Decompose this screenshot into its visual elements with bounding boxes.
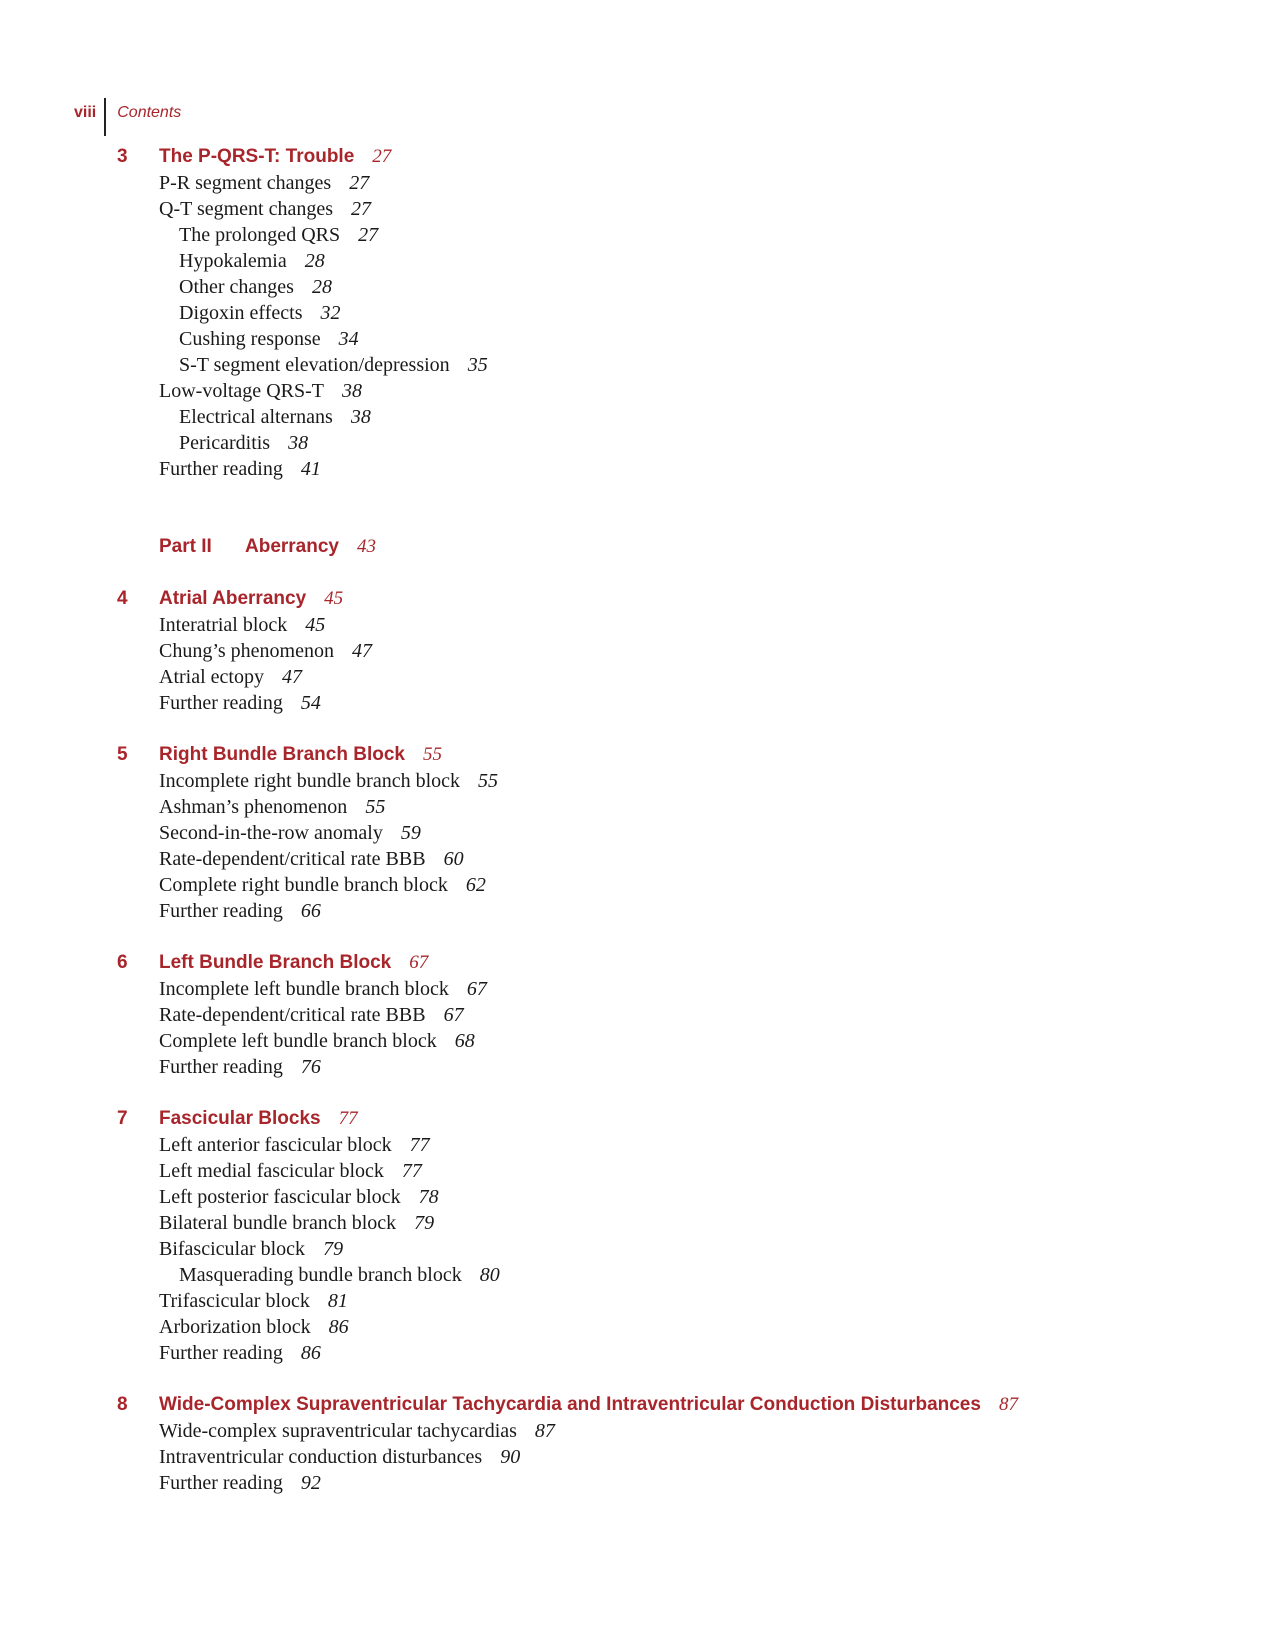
entry-page: 68 — [454, 1030, 475, 1052]
chapter-title: Right Bundle Branch Block 55 — [159, 744, 442, 765]
toc-entry[interactable]: P-R segment changes 27 — [159, 172, 370, 194]
chapter-number: 7 — [117, 1108, 128, 1129]
entry-page: 55 — [478, 770, 499, 792]
entry-page: 27 — [349, 172, 370, 194]
chapter-page: 87 — [998, 1394, 1018, 1415]
entry-page: 45 — [305, 614, 326, 636]
entry-page: 92 — [300, 1472, 321, 1494]
toc-entry[interactable]: Complete right bundle branch block 62 — [159, 874, 486, 896]
chapter-number: 4 — [117, 588, 128, 609]
part-page: 43 — [357, 536, 376, 557]
page-number: viii — [74, 98, 106, 136]
chapter-title: Fascicular Blocks 77 — [159, 1108, 358, 1129]
entry-page: 55 — [365, 796, 386, 818]
chapter-7 — [0, 1106, 1275, 1366]
toc-entry[interactable]: Wide-complex supraventricular tachycardias 87 — [159, 1420, 555, 1442]
entry-page: 76 — [300, 1056, 321, 1078]
entry-page: 90 — [500, 1446, 521, 1468]
entry-page: 77 — [401, 1160, 422, 1182]
entry-page: 67 — [466, 978, 487, 1000]
chapter-page: 27 — [372, 146, 392, 167]
entry-page: 86 — [300, 1342, 321, 1364]
toc-entry[interactable]: Bilateral bundle branch block 79 — [159, 1212, 435, 1234]
entry-page: 54 — [300, 692, 321, 714]
chapter-heading[interactable] — [0, 950, 1275, 976]
entry-page: 66 — [300, 900, 321, 922]
chapter-number: 6 — [117, 952, 128, 973]
chapter-number: 8 — [117, 1394, 128, 1415]
part-title: Aberrancy 43 — [245, 536, 376, 557]
toc-entry[interactable]: Complete left bundle branch block 68 — [159, 1030, 475, 1052]
entry-page: 60 — [443, 848, 464, 870]
entry-page: 67 — [443, 1004, 464, 1026]
entry-page: 79 — [323, 1238, 344, 1260]
toc-entry[interactable]: Interatrial block 45 — [159, 614, 326, 636]
toc-subentry[interactable]: The prolonged QRS 27 — [179, 224, 379, 246]
toc-entry[interactable]: Further reading 86 — [159, 1342, 321, 1364]
entry-page: 87 — [534, 1420, 555, 1442]
toc-entry[interactable]: Intraventricular conduction disturbances 90 — [159, 1446, 521, 1468]
chapter-heading[interactable] — [0, 1392, 1275, 1418]
chapter-heading[interactable] — [0, 742, 1275, 768]
chapter-heading[interactable] — [0, 1106, 1275, 1132]
toc-entry[interactable]: Left medial fascicular block 77 — [159, 1160, 422, 1182]
chapter-number: 5 — [117, 744, 128, 765]
entry-page: 59 — [400, 822, 421, 844]
chapter-3 — [0, 144, 1275, 482]
chapter-4 — [0, 586, 1275, 716]
toc-entry[interactable]: Further reading 54 — [159, 692, 321, 714]
toc-entry[interactable]: Rate-dependent/critical rate BBB 67 — [159, 1004, 464, 1026]
toc-entry[interactable]: Incomplete left bundle branch block 67 — [159, 978, 487, 1000]
toc-subentry[interactable]: Cushing response 34 — [179, 328, 359, 350]
table-of-contents — [0, 144, 1275, 1496]
chapter-page: 67 — [409, 952, 429, 973]
part-heading[interactable] — [0, 534, 1275, 560]
toc-entry[interactable]: Chung’s phenomenon 47 — [159, 640, 372, 662]
chapter-heading[interactable] — [0, 586, 1275, 612]
chapter-title: The P-QRS-T: Trouble 27 — [159, 146, 392, 167]
toc-subentry[interactable]: Other changes 28 — [179, 276, 332, 298]
chapter-title: Left Bundle Branch Block 67 — [159, 952, 429, 973]
entry-page: 86 — [328, 1316, 349, 1338]
entry-page: 77 — [409, 1134, 430, 1156]
chapter-heading[interactable] — [0, 144, 1275, 170]
entry-page: 78 — [418, 1186, 439, 1208]
chapter-page: 55 — [422, 744, 442, 765]
entry-page: 34 — [338, 328, 359, 350]
toc-subentry[interactable]: Pericarditis 38 — [179, 432, 309, 454]
toc-entry[interactable]: Further reading 66 — [159, 900, 321, 922]
part-label: Part II — [159, 536, 212, 557]
entry-page: 41 — [300, 458, 321, 480]
toc-subentry[interactable]: Masquerading bundle branch block 80 — [179, 1264, 500, 1286]
entry-page: 81 — [327, 1290, 348, 1312]
toc-entry[interactable]: Atrial ectopy 47 — [159, 666, 302, 688]
entry-page: 62 — [465, 874, 486, 896]
toc-entry[interactable]: Trifascicular block 81 — [159, 1290, 348, 1312]
running-head — [74, 98, 181, 136]
toc-entry[interactable]: Ashman’s phenomenon 55 — [159, 796, 386, 818]
toc-subentry[interactable]: Digoxin effects 32 — [179, 302, 341, 324]
entry-page: 27 — [351, 198, 372, 220]
entry-page: 80 — [479, 1264, 500, 1286]
toc-entry[interactable]: Low-voltage QRS-T 38 — [159, 380, 362, 402]
toc-subentry[interactable]: Electrical alternans 38 — [179, 406, 371, 428]
entry-page: 47 — [281, 666, 302, 688]
chapter-5 — [0, 742, 1275, 924]
chapter-title: Atrial Aberrancy 45 — [159, 588, 344, 609]
chapter-title: Wide-Complex Supraventricular Tachycardia and Intraventricular Conduction Disturbances 87 — [159, 1394, 1018, 1415]
toc-subentry[interactable]: Hypokalemia 28 — [179, 250, 325, 272]
toc-entry[interactable]: Further reading 41 — [159, 458, 321, 480]
chapter-number: 3 — [117, 146, 128, 167]
toc-entry[interactable]: Further reading 76 — [159, 1056, 321, 1078]
entry-page: 28 — [311, 276, 332, 298]
toc-entry[interactable]: Bifascicular block 79 — [159, 1238, 344, 1260]
entry-page: 35 — [467, 354, 488, 376]
entry-page: 38 — [288, 432, 309, 454]
entry-page: 38 — [350, 406, 371, 428]
entry-page: 32 — [320, 302, 341, 324]
toc-entry[interactable]: Left anterior fascicular block 77 — [159, 1134, 430, 1156]
entry-page: 47 — [352, 640, 372, 662]
toc-entry[interactable]: Rate-dependent/critical rate BBB 60 — [159, 848, 464, 870]
entry-page: 38 — [341, 380, 362, 402]
chapter-page: 45 — [324, 588, 344, 609]
chapter-6 — [0, 950, 1275, 1080]
toc-entry[interactable]: Q-T segment changes 27 — [159, 198, 372, 220]
toc-entry[interactable]: Second-in-the-row anomaly 59 — [159, 822, 421, 844]
toc-entry[interactable]: Further reading 92 — [159, 1472, 321, 1494]
entry-page: 79 — [414, 1212, 435, 1234]
entry-page: 28 — [304, 250, 325, 272]
running-head-title: Contents — [117, 104, 182, 121]
toc-entry[interactable]: Arborization block 86 — [159, 1316, 349, 1338]
toc-entry[interactable]: Left posterior fascicular block 78 — [159, 1186, 439, 1208]
toc-subentry[interactable]: S-T segment elevation/depression 35 — [179, 354, 488, 376]
chapter-8 — [0, 1392, 1275, 1496]
entry-page: 27 — [358, 224, 379, 246]
chapter-page: 77 — [338, 1108, 358, 1129]
toc-entry[interactable]: Incomplete right bundle branch block 55 — [159, 770, 499, 792]
